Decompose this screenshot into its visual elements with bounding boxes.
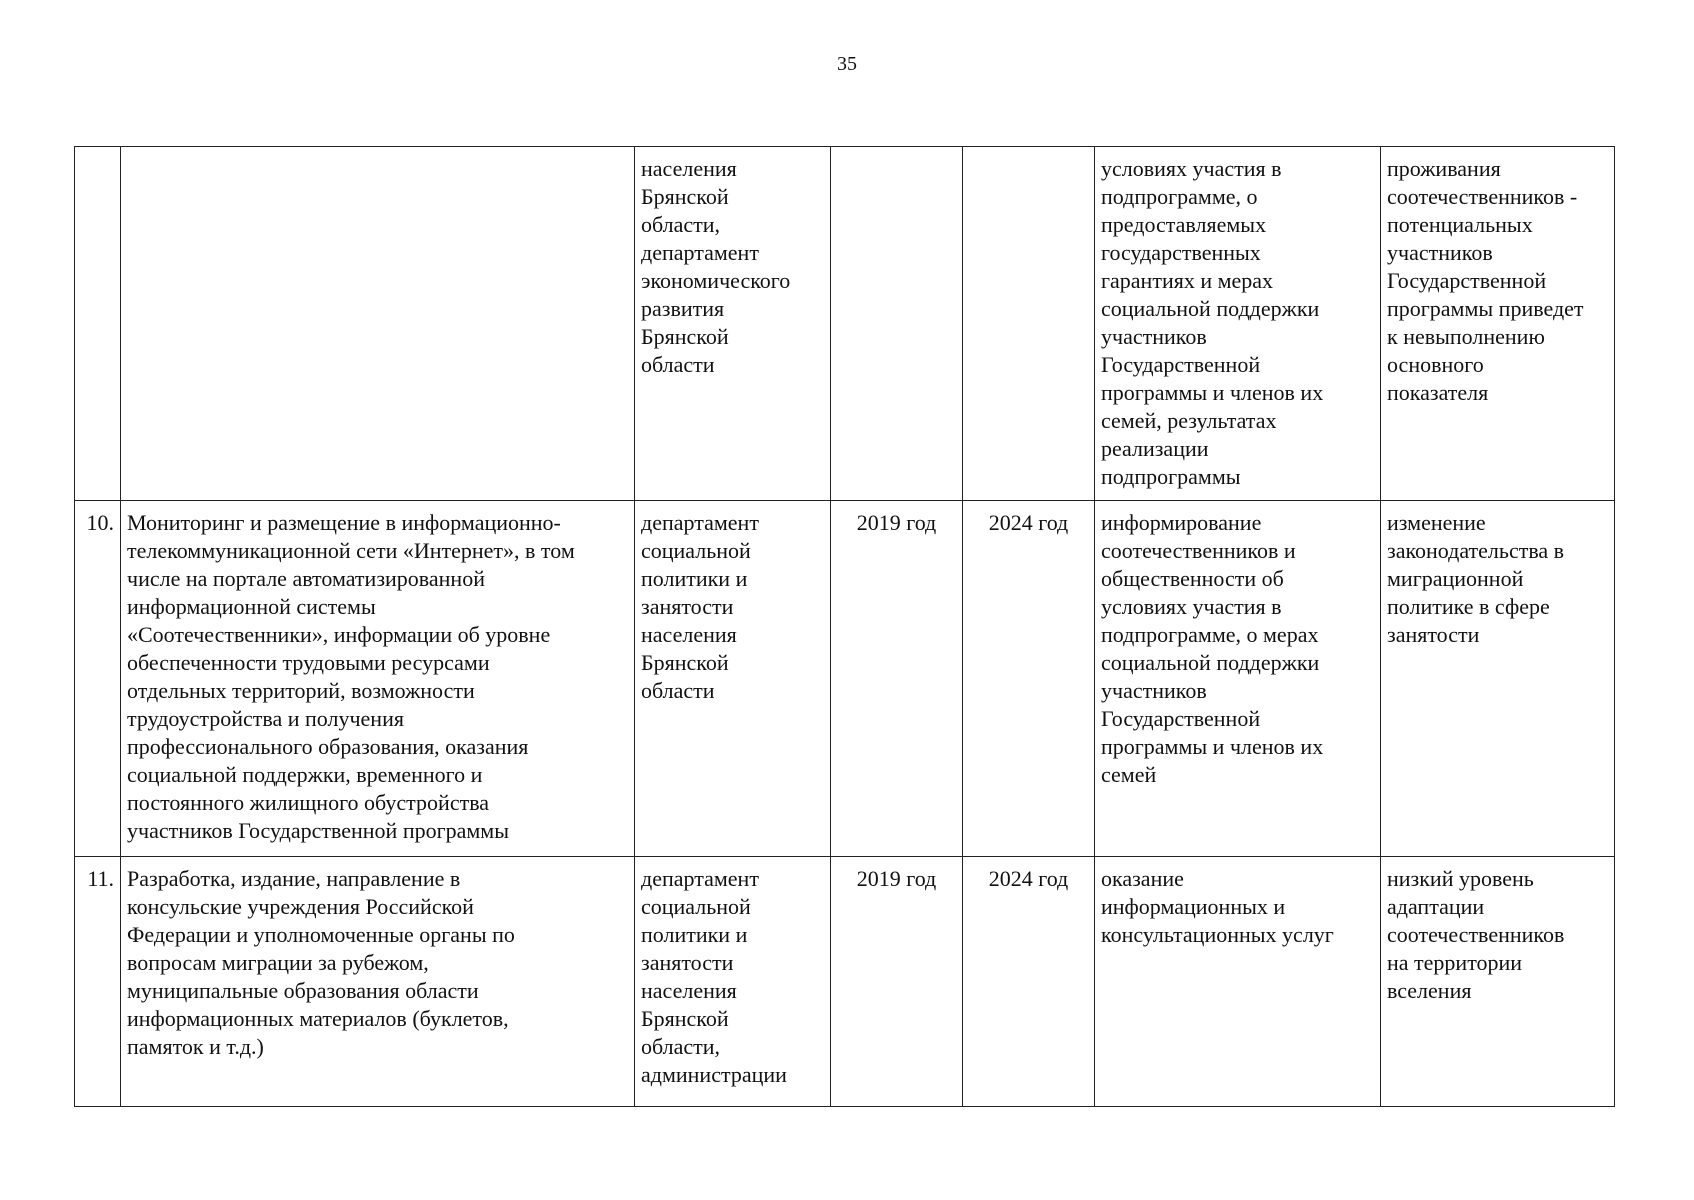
result-cell: условиях участия в подпрограмме, о предоставляемых государственных гарантиях и мерах социальной поддержки участников Государственной программы и членов их семей, результатах реализации подпрограммы xyxy=(1095,147,1381,501)
table-row xyxy=(75,501,1615,857)
start-year-cell: 2019 год xyxy=(831,501,963,857)
risk-cell: низкий уровень адаптации соотечественников на территории вселения xyxy=(1381,857,1615,1107)
event-cell xyxy=(121,147,635,501)
executor-cell: департамент социальной политики и занятости населения Брянской области xyxy=(635,501,831,857)
row-number-cell: 10. xyxy=(75,501,121,857)
executor-cell: департамент социальной политики и занятости населения Брянской области, администрации xyxy=(635,857,831,1107)
executor-cell: населения Брянской области, департамент экономического развития Брянской области xyxy=(635,147,831,501)
row-number-cell: 11. xyxy=(75,857,121,1107)
row-number-cell xyxy=(75,147,121,501)
measures-table xyxy=(74,146,1615,1107)
risk-cell: проживания соотечественников - потенциальных участников Государственной программы приведет к невыполнению основного показателя xyxy=(1381,147,1615,501)
table-row xyxy=(75,147,1615,501)
event-cell: Мониторинг и размещение в информационно- телекоммуникационной сети «Интернет», в том числе на портале автоматизированной информационной системы «Соотечественники», информации об уровне обеспеченности трудовыми ресурсами отдельных территорий, возможности трудоустройства и получения профессионального образования, оказания социальной поддержки, временного и постоянного жилищного обустройства участников Государственной программы xyxy=(121,501,635,857)
risk-cell: изменение законодательства в миграционной политике в сфере занятости xyxy=(1381,501,1615,857)
end-year-cell: 2024 год xyxy=(963,857,1095,1107)
table-row xyxy=(75,857,1615,1107)
end-year-cell xyxy=(963,147,1095,501)
start-year-cell: 2019 год xyxy=(831,857,963,1107)
end-year-cell: 2024 год xyxy=(963,501,1095,857)
result-cell: оказание информационных и консультационных услуг xyxy=(1095,857,1381,1107)
start-year-cell xyxy=(831,147,963,501)
event-cell: Разработка, издание, направление в консульские учреждения Российской Федерации и уполномоченные органы по вопросам миграции за рубежом, муниципальные образования области информационных материалов (буклетов, памяток и т.д.) xyxy=(121,857,635,1107)
page-number: 35 xyxy=(837,53,857,75)
result-cell: информирование соотечественников и общественности об условиях участия в подпрограмме, о мерах социальной поддержки участников Государственной программы и членов их семей xyxy=(1095,501,1381,857)
